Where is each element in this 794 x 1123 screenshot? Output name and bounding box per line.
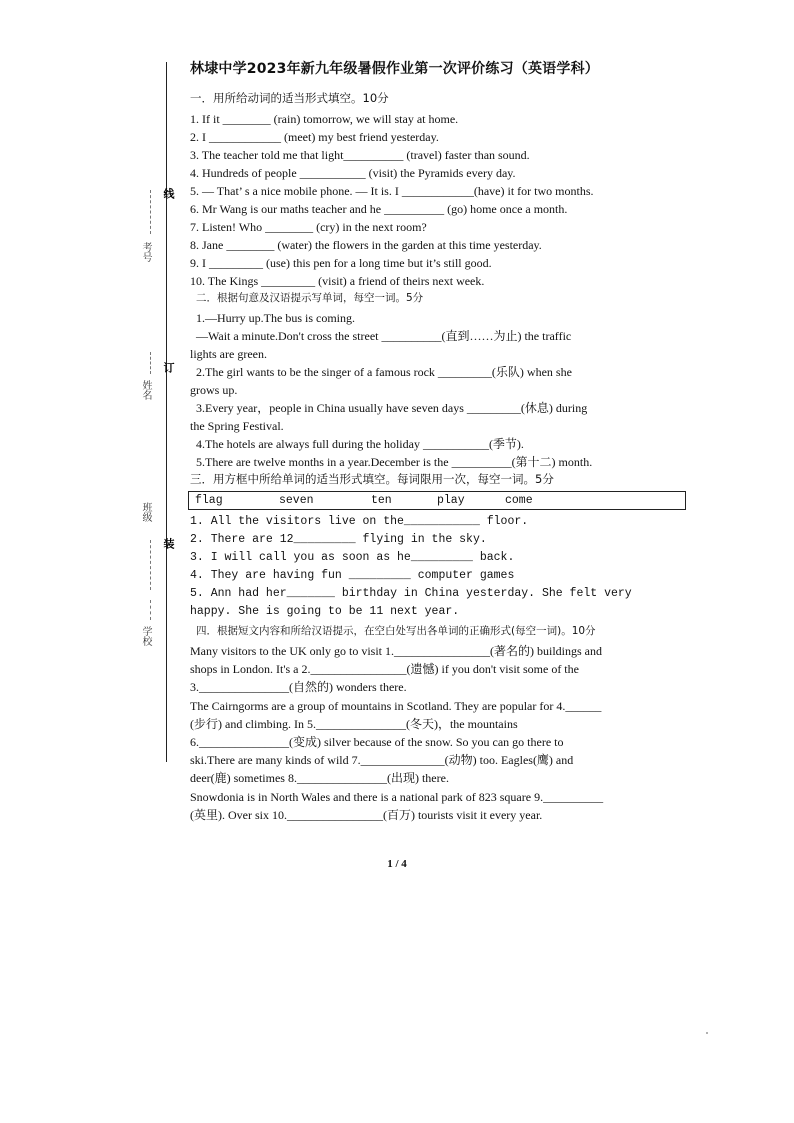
section-3-line: 2. There are 12_________ flying in the sky. (190, 533, 487, 546)
word-box (188, 491, 686, 510)
section-4-line: 6._______________(变成) silver because of the snow. So you can go there to (190, 735, 564, 750)
word-box-item: flag (195, 494, 223, 507)
exam-content (190, 58, 660, 824)
section-1-question: 7. Listen! Who ________ (cry) in the next room? (190, 220, 427, 234)
section-2-heading: 二．根据句意及汉语提示写单词，每空一词。5分 (196, 292, 424, 304)
name-blank[interactable] (150, 352, 151, 374)
section-1-question: 9. I _________ (use) this pen for a long time but it’s still good. (190, 256, 492, 270)
section-3-line: 5. Ann had her_______ birthday in China yesterday. She felt very (190, 587, 632, 600)
class-blank[interactable] (150, 540, 151, 590)
section-1-heading: 一．用所给动词的适当形式填空。10分 (190, 91, 389, 105)
margin-mark-zhuang: 装 (162, 538, 175, 549)
section-2-line: the Spring Festival. (190, 419, 284, 433)
section-2-line: 2.The girl wants to be the singer of a famous rock _________(乐队) when she (196, 365, 572, 379)
word-box-item: play (437, 494, 465, 507)
section-3-line: 4. They are having fun _________ computer games (190, 569, 515, 582)
section-1-question: 8. Jane ________ (water) the flowers in the garden at this time yesterday. (190, 238, 542, 252)
word-box-item: come (505, 494, 533, 507)
section-2-line: 1.—Hurry up.The bus is coming. (196, 311, 355, 325)
section-1-question: 1. If it ________ (rain) tomorrow, we will stay at home. (190, 112, 459, 126)
section-2 (190, 290, 660, 471)
school-blank[interactable] (150, 600, 151, 620)
section-2-line: lights are green. (190, 347, 267, 361)
section-1-question: 3. The teacher told me that light__________ (travel) faster than sound. (190, 148, 530, 162)
section-3-line: happy. She is going to be 11 next year. (190, 605, 460, 618)
section-3 (190, 471, 660, 621)
section-1-question: 10. The Kings _________ (visit) a friend of theirs next week. (190, 274, 485, 288)
exam-number-blank[interactable] (150, 190, 151, 234)
section-2-line: 4.The hotels are always full during the holiday ___________(季节). (196, 437, 524, 451)
section-4-line: shops in London. It's a 2.________________(遗憾) if you don't visit some of the (190, 662, 579, 677)
section-3-line: 1. All the visitors live on the___________ floor. (190, 515, 529, 528)
section-4 (190, 623, 660, 824)
section-4-line: Many visitors to the UK only go to visit 1.________________(著名的) buildings and (190, 644, 602, 658)
scan-speck (706, 1032, 708, 1034)
section-3-line: 3. I will call you as soon as he_________ back. (190, 551, 515, 564)
margin-mark-ding: 订 (162, 362, 175, 373)
section-2-line: —Wait a minute.Don't cross the street __________(直到……为止) the traffic (196, 329, 572, 343)
section-4-line: ski.There are many kinds of wild 7.______________(动物) too. Eagles(鹰) and (190, 753, 574, 768)
section-4-line: 3._______________(自然的) wonders there. (190, 680, 407, 695)
section-1-question: 5. — That’ s a nice mobile phone. — It is. I ____________(have) it for two months. (190, 184, 594, 198)
section-4-heading: 四．根据短文内容和所给汉语提示，在空白处写出各单词的正确形式(每空一词)。10分 (196, 625, 596, 637)
section-3-heading: 三．用方框中所给单词的适当形式填空。每词限用一次，每空一词。5分 (190, 472, 554, 486)
margin-label-school: 学校 (140, 626, 151, 646)
margin-mark-xian: 线 (162, 188, 175, 199)
word-box-item: ten (371, 494, 392, 507)
exam-title: 林埭中学2023年新九年级暑假作业第一次评价练习（英语学科） (190, 61, 599, 77)
section-1-question: 6. Mr Wang is our maths teacher and he __________ (go) home once a month. (190, 202, 568, 216)
margin-label-class: 班级 (140, 502, 151, 522)
page-number: 1 / 4 (387, 858, 407, 870)
section-4-line: (英里). Over six 10.________________(百万) tourists visit it every year. (190, 807, 543, 822)
binding-line (166, 62, 167, 762)
margin-label-name: 姓名 (140, 380, 151, 400)
section-4-line: Snowdonia is in North Wales and there is a national park of 823 square 9.__________ (190, 789, 604, 804)
section-1-question: 4. Hundreds of people ___________ (visit) the Pyramids every day. (190, 166, 516, 180)
word-box-item: seven (279, 494, 314, 507)
section-1-question: 2. I ____________ (meet) my best friend yesterday. (190, 130, 439, 144)
section-2-line: 3.Every year，people in China usually have seven days _________(休息) during (196, 401, 588, 415)
section-4-line: The Cairngorms are a group of mountains in Scotland. They are popular for 4.______ (190, 698, 602, 713)
section-2-line: grows up. (190, 383, 238, 397)
section-4-line: (步行) and climbing. In 5._______________(冬天)，the mountains (190, 716, 518, 731)
margin-label-exam-number: 考号 (140, 242, 151, 262)
section-4-line: deer(鹿) sometimes 8._______________(出现) there. (190, 771, 449, 786)
section-2-line: 5.There are twelve months in a year.December is the __________(第十二) month. (196, 455, 593, 469)
section-1 (190, 90, 660, 290)
